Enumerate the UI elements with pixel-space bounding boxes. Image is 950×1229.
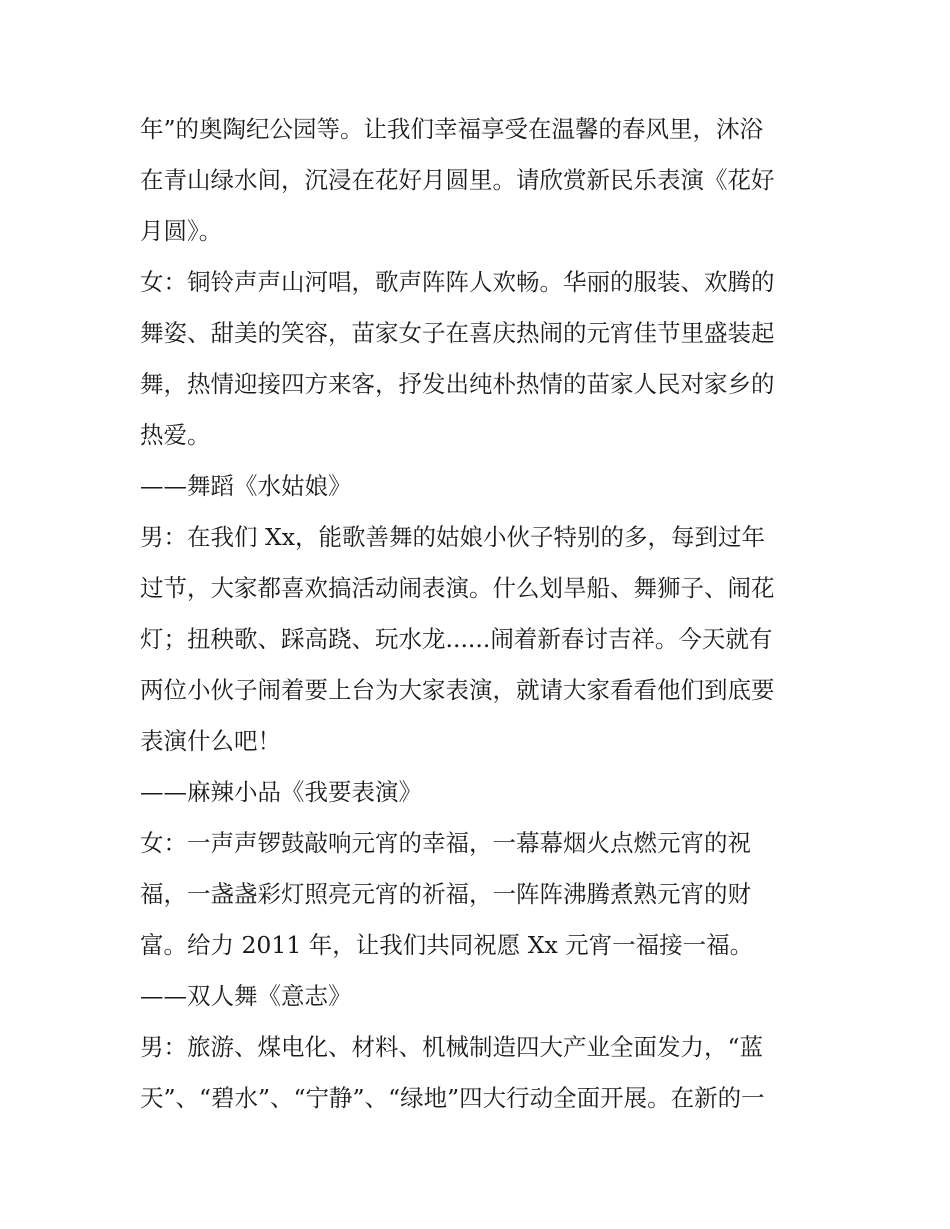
- text-line: 女：铜铃声声山河唱，歌声阵阵人欢畅。华丽的服装、欢腾的: [140, 268, 775, 296]
- text-line: 舞姿、甜美的笑容，苗家女子在喜庆热闹的元宵佳节里盛装起: [140, 319, 775, 347]
- text-line: 灯；扭秧歌、踩高跷、玩水龙......闹着新春讨吉祥。今天就有: [140, 625, 773, 653]
- text-line: 女：一声声锣鼓敲响元宵的幸福，一幕幕烟火点燃元宵的祝: [140, 829, 751, 857]
- text-line: 富。给力 2011 年，让我们共同祝愿 Xx 元宵一福接一福。: [140, 931, 754, 959]
- program-title: ——双人舞《意志》: [140, 982, 352, 1010]
- text-line: 舞，热情迎接四方来客，抒发出纯朴热情的苗家人民对家乡的: [140, 370, 775, 398]
- text-line: 年”的奥陶纪公园等。让我们幸福享受在温馨的春风里，沐浴: [140, 115, 764, 143]
- text-line: 福，一盏盏彩灯照亮元宵的祈福，一阵阵沸腾煮熟元宵的财: [140, 880, 751, 908]
- text-line: 男：旅游、煤电化、材料、机械制造四大产业全面发力，“蓝: [140, 1033, 764, 1061]
- text-line: 月圆》。: [140, 217, 223, 245]
- text-line: 热爱。: [140, 421, 211, 449]
- text-line: 过节，大家都喜欢搞活动闹表演。什么划旱船、舞狮子、闹花: [140, 574, 775, 602]
- program-title: ——麻辣小品《我要表演》: [140, 778, 422, 806]
- text-line: 两位小伙子闹着要上台为大家表演，就请大家看看他们到底要: [140, 676, 775, 704]
- text-line: 天”、“碧水”、“宁静”、“绿地”四大行动全面开展。在新的一: [140, 1084, 765, 1112]
- text-line: 在青山绿水间，沉浸在花好月圆里。请欣赏新民乐表演《花好: [140, 166, 775, 194]
- body-text: [140, 104, 820, 1124]
- text-line: 表演什么吧！: [140, 727, 281, 755]
- program-title: ——舞蹈《水姑娘》: [140, 472, 352, 500]
- text-line: 男：在我们 Xx，能歌善舞的姑娘小伙子特别的多，每到过年: [140, 523, 765, 551]
